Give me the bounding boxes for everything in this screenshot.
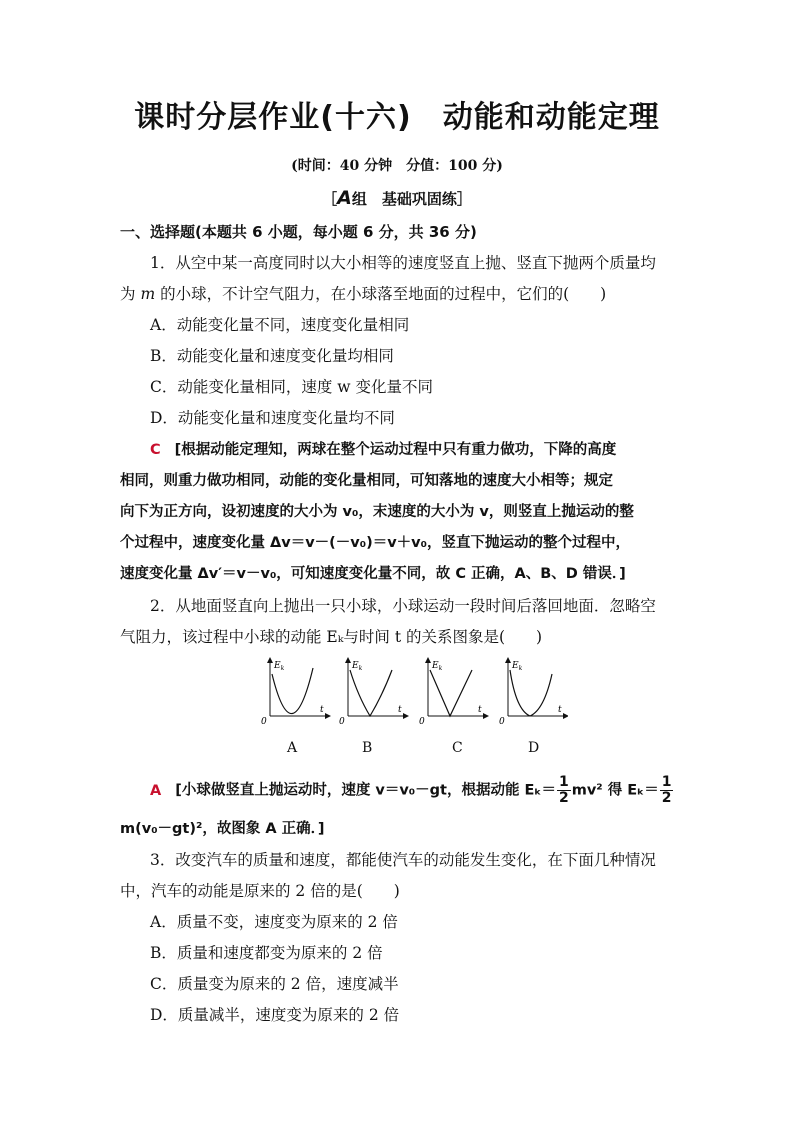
q1-analysis-line5: 速度变化量 Δv′＝v－v₀，可知速度变化量不同，故 C 正确，A、B、D 错误．] xyxy=(120,566,626,582)
group-letter: A xyxy=(337,187,352,209)
q3-stem-line1: 3．改变汽车的质量和速度，都能使汽车的动能发生变化，在下面几种情况 xyxy=(150,851,656,869)
graph-d-origin: 0 xyxy=(499,717,505,727)
q1-analysis-line1: C [根据动能定理知，两球在整个运动过程中只有重力做功，下降的高度 xyxy=(150,442,617,458)
q2-analysis-line1: A [小球做竖直上抛运动时，速度 v＝v₀－gt，根据动能 Eₖ＝ $\frac{1}{2}$ mv² 得 Eₖ＝ $\frac{1}{2}$ xyxy=(150,774,672,806)
q3-option-a: A．质量不变，速度变为原来的 2 倍 xyxy=(150,913,398,931)
graph-label-b: B xyxy=(362,740,373,756)
graph-a-origin: 0 xyxy=(261,717,267,727)
q3-option-d: D．质量减半，速度变为原来的 2 倍 xyxy=(150,1006,400,1024)
fraction-half: $\frac{1}{2}$ xyxy=(661,774,672,806)
q2-answer: A xyxy=(150,782,162,799)
graph-a xyxy=(261,660,328,727)
graph-b-xlabel: t xyxy=(398,705,402,715)
graph-d xyxy=(499,660,566,727)
q1-stem-line2: 为 m 的小球，不计空气阻力，在小球落至地面的过程中，它们的( ) xyxy=(120,285,607,303)
graph-c-ylabel: $E_k$ xyxy=(432,661,443,672)
q2-stem-line1: 2．从地面竖直向上抛出一只小球，小球运动一段时间后落回地面．忽略空 xyxy=(150,597,656,615)
page-subtitle: (时间：40 分钟 分值：100 分) xyxy=(291,158,503,174)
group-text: 组 基础巩固练］ xyxy=(351,190,472,208)
graph-b xyxy=(339,660,406,727)
graph-d-ylabel: $E_k$ xyxy=(512,661,523,672)
graph-label-c: C xyxy=(452,740,463,756)
group-bracket: ［ xyxy=(322,190,338,208)
q1-stem-line1: 1．从空中某一高度同时以大小相等的速度竖直上抛、竖直下抛两个质量均 xyxy=(150,254,656,272)
q1-option-a: A．动能变化量不同，速度变化量相同 xyxy=(150,316,410,334)
graph-c xyxy=(419,660,486,727)
q1-analysis-line3: 向下为正方向，设初速度的大小为 v₀，末速度的大小为 v，则竖直上抛运动的整 xyxy=(120,504,634,520)
q1-option-b: B．动能变化量和速度变化量均相同 xyxy=(150,347,394,365)
graph-c-xlabel: t xyxy=(478,705,482,715)
graph-label-d: D xyxy=(528,740,540,756)
section-heading: 一、选择题(本题共 6 小题，每小题 6 分，共 36 分) xyxy=(120,223,477,241)
q2-analysis-line2: m(v₀－gt)²，故图象 A 正确．] xyxy=(120,821,325,837)
graph-label-a: A xyxy=(287,740,298,756)
q1-option-c: C．动能变化量相同，速度 w 变化量不同 xyxy=(150,378,433,396)
page-title: 课时分层作业(十六) 动能和动能定理 xyxy=(134,100,660,135)
q2-graphs xyxy=(258,656,568,766)
q1-analysis-line2: 相同，则重力做功相同，动能的变化量相同，可知落地的速度大小相等；规定 xyxy=(120,473,613,489)
q1-option-d: D．动能变化量和速度变化量均不同 xyxy=(150,409,395,427)
q3-option-b: B．质量和速度都变为原来的 2 倍 xyxy=(150,944,383,962)
graph-b-origin: 0 xyxy=(339,717,345,727)
group-heading xyxy=(0,187,794,209)
q3-stem-line2: 中，汽车的动能是原来的 2 倍的是( ) xyxy=(120,882,400,900)
graph-c-origin: 0 xyxy=(419,717,425,727)
q1-answer: C xyxy=(150,442,161,458)
q1-analysis-line4: 个过程中，速度变化量 Δv＝v－(－v₀)＝v＋v₀，竖直下抛运动的整个过程中， xyxy=(120,535,630,551)
graph-a-ylabel: $E_k$ xyxy=(274,661,285,672)
graph-b-ylabel: $E_k$ xyxy=(352,661,363,672)
graph-d-xlabel: t xyxy=(558,705,562,715)
q2-stem-line2: 气阻力，该过程中小球的动能 Eₖ与时间 t 的关系图象是( ) xyxy=(120,628,543,646)
q3-option-c: C．质量变为原来的 2 倍，速度减半 xyxy=(150,975,399,993)
fraction-half: $\frac{1}{2}$ xyxy=(559,774,569,806)
graph-a-xlabel: t xyxy=(320,705,324,715)
